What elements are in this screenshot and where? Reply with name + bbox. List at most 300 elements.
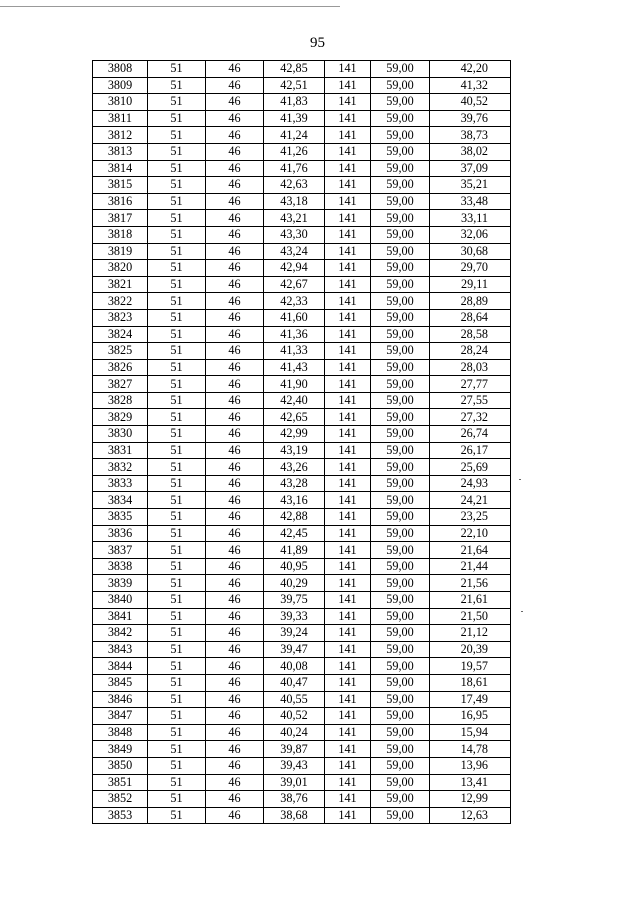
cell-col-b: 51 [148, 791, 206, 808]
cell-col-e: 141 [325, 376, 371, 393]
cell-col-e: 141 [325, 276, 371, 293]
cell-col-c: 46 [206, 409, 264, 426]
table-row [93, 293, 511, 310]
cell-col-b: 51 [148, 658, 206, 675]
cell-col-c: 46 [206, 658, 264, 675]
table-row [93, 94, 511, 111]
cell-col-d: 40,29 [264, 575, 325, 592]
cell-id: 3831 [93, 442, 148, 459]
cell-col-e: 141 [325, 674, 371, 691]
cell-id: 3809 [93, 77, 148, 94]
cell-col-c: 46 [206, 392, 264, 409]
cell-col-e: 141 [325, 193, 371, 210]
cell-col-c: 46 [206, 741, 264, 758]
cell-id: 3815 [93, 177, 148, 194]
cell-col-b: 51 [148, 592, 206, 609]
page-number: 95 [310, 35, 325, 51]
cell-col-e: 141 [325, 177, 371, 194]
cell-col-d: 41,76 [264, 160, 325, 177]
cell-col-d: 41,39 [264, 110, 325, 127]
cell-col-d: 42,85 [264, 61, 325, 78]
cell-col-e: 141 [325, 143, 371, 160]
cell-col-f: 59,00 [371, 94, 430, 111]
cell-col-g: 29,70 [430, 260, 511, 277]
cell-col-c: 46 [206, 177, 264, 194]
cell-col-f: 59,00 [371, 542, 430, 559]
table-row [93, 276, 511, 293]
cell-col-d: 42,88 [264, 509, 325, 526]
cell-id: 3851 [93, 774, 148, 791]
cell-col-e: 141 [325, 708, 371, 725]
cell-col-f: 59,00 [371, 293, 430, 310]
cell-col-f: 59,00 [371, 674, 430, 691]
cell-col-f: 59,00 [371, 757, 430, 774]
cell-col-d: 42,94 [264, 260, 325, 277]
cell-col-g: 30,68 [430, 243, 511, 260]
cell-col-d: 43,19 [264, 442, 325, 459]
cell-id: 3835 [93, 509, 148, 526]
cell-col-f: 59,00 [371, 243, 430, 260]
cell-col-e: 141 [325, 77, 371, 94]
cell-col-d: 43,16 [264, 492, 325, 509]
cell-col-g: 13,96 [430, 757, 511, 774]
cell-col-g: 26,17 [430, 442, 511, 459]
cell-col-c: 46 [206, 674, 264, 691]
cell-col-c: 46 [206, 757, 264, 774]
cell-col-b: 51 [148, 293, 206, 310]
cell-col-g: 27,55 [430, 392, 511, 409]
cell-id: 3819 [93, 243, 148, 260]
cell-col-e: 141 [325, 741, 371, 758]
table-row [93, 77, 511, 94]
cell-col-d: 42,99 [264, 426, 325, 443]
cell-id: 3811 [93, 110, 148, 127]
cell-col-g: 17,49 [430, 691, 511, 708]
table-row [93, 459, 511, 476]
cell-col-f: 59,00 [371, 741, 430, 758]
cell-col-b: 51 [148, 575, 206, 592]
cell-id: 3824 [93, 326, 148, 343]
cell-col-b: 51 [148, 409, 206, 426]
cell-col-f: 59,00 [371, 492, 430, 509]
cell-id: 3810 [93, 94, 148, 111]
cell-col-e: 141 [325, 724, 371, 741]
cell-col-b: 51 [148, 61, 206, 78]
cell-col-f: 59,00 [371, 724, 430, 741]
cell-col-c: 46 [206, 791, 264, 808]
cell-col-b: 51 [148, 558, 206, 575]
cell-col-b: 51 [148, 625, 206, 642]
scan-top-rule [0, 6, 340, 7]
cell-col-g: 24,21 [430, 492, 511, 509]
cell-id: 3837 [93, 542, 148, 559]
cell-col-c: 46 [206, 77, 264, 94]
cell-col-g: 20,39 [430, 641, 511, 658]
cell-col-f: 59,00 [371, 442, 430, 459]
cell-col-g: 28,03 [430, 359, 511, 376]
cell-col-b: 51 [148, 276, 206, 293]
cell-id: 3812 [93, 127, 148, 144]
cell-col-f: 59,00 [371, 343, 430, 360]
cell-col-b: 51 [148, 509, 206, 526]
cell-col-f: 59,00 [371, 143, 430, 160]
cell-col-d: 41,33 [264, 343, 325, 360]
cell-col-d: 40,55 [264, 691, 325, 708]
table-row [93, 309, 511, 326]
cell-col-g: 12,63 [430, 807, 511, 824]
cell-col-g: 21,44 [430, 558, 511, 575]
cell-col-c: 46 [206, 475, 264, 492]
cell-id: 3808 [93, 61, 148, 78]
cell-col-e: 141 [325, 160, 371, 177]
table-row [93, 641, 511, 658]
cell-col-f: 59,00 [371, 160, 430, 177]
table-row [93, 807, 511, 824]
cell-col-g: 38,73 [430, 127, 511, 144]
cell-col-e: 141 [325, 757, 371, 774]
cell-col-b: 51 [148, 177, 206, 194]
cell-col-c: 46 [206, 127, 264, 144]
table-row [93, 542, 511, 559]
cell-id: 3853 [93, 807, 148, 824]
cell-col-b: 51 [148, 77, 206, 94]
cell-col-g: 33,11 [430, 210, 511, 227]
cell-col-d: 43,30 [264, 226, 325, 243]
cell-col-b: 51 [148, 160, 206, 177]
cell-col-d: 42,40 [264, 392, 325, 409]
cell-col-g: 28,64 [430, 309, 511, 326]
cell-col-b: 51 [148, 774, 206, 791]
cell-col-e: 141 [325, 442, 371, 459]
cell-col-c: 46 [206, 309, 264, 326]
table-row [93, 61, 511, 78]
cell-col-d: 41,36 [264, 326, 325, 343]
cell-col-g: 12,99 [430, 791, 511, 808]
table-row [93, 193, 511, 210]
data-table [92, 60, 511, 824]
cell-col-c: 46 [206, 807, 264, 824]
table-row [93, 442, 511, 459]
cell-col-g: 41,32 [430, 77, 511, 94]
cell-id: 3828 [93, 392, 148, 409]
cell-col-e: 141 [325, 293, 371, 310]
cell-col-e: 141 [325, 94, 371, 111]
table-row [93, 426, 511, 443]
cell-col-f: 59,00 [371, 641, 430, 658]
cell-col-f: 59,00 [371, 409, 430, 426]
cell-col-b: 51 [148, 392, 206, 409]
cell-col-f: 59,00 [371, 774, 430, 791]
table-row [93, 359, 511, 376]
cell-col-e: 141 [325, 260, 371, 277]
cell-col-g: 26,74 [430, 426, 511, 443]
cell-col-e: 141 [325, 459, 371, 476]
cell-col-c: 46 [206, 774, 264, 791]
cell-col-e: 141 [325, 525, 371, 542]
cell-col-c: 46 [206, 326, 264, 343]
cell-col-b: 51 [148, 492, 206, 509]
cell-col-b: 51 [148, 426, 206, 443]
cell-col-c: 46 [206, 708, 264, 725]
cell-col-d: 42,63 [264, 177, 325, 194]
cell-col-g: 37,09 [430, 160, 511, 177]
cell-col-e: 141 [325, 343, 371, 360]
table-row [93, 127, 511, 144]
cell-col-b: 51 [148, 343, 206, 360]
cell-col-g: 33,48 [430, 193, 511, 210]
cell-id: 3836 [93, 525, 148, 542]
table-row [93, 160, 511, 177]
table-row [93, 260, 511, 277]
cell-id: 3818 [93, 226, 148, 243]
cell-col-e: 141 [325, 641, 371, 658]
cell-col-e: 141 [325, 426, 371, 443]
cell-col-c: 46 [206, 625, 264, 642]
cell-col-b: 51 [148, 326, 206, 343]
cell-col-c: 46 [206, 110, 264, 127]
cell-col-d: 41,90 [264, 376, 325, 393]
cell-col-d: 39,01 [264, 774, 325, 791]
cell-col-b: 51 [148, 459, 206, 476]
table-row [93, 741, 511, 758]
cell-col-e: 141 [325, 326, 371, 343]
cell-col-d: 40,08 [264, 658, 325, 675]
table-row [93, 210, 511, 227]
table-row [93, 691, 511, 708]
cell-id: 3826 [93, 359, 148, 376]
table-row [93, 525, 511, 542]
cell-col-g: 13,41 [430, 774, 511, 791]
cell-col-c: 46 [206, 724, 264, 741]
cell-col-c: 46 [206, 226, 264, 243]
cell-id: 3846 [93, 691, 148, 708]
cell-col-f: 59,00 [371, 210, 430, 227]
table-row [93, 177, 511, 194]
cell-col-f: 59,00 [371, 625, 430, 642]
cell-col-b: 51 [148, 210, 206, 227]
cell-col-e: 141 [325, 575, 371, 592]
cell-col-d: 39,75 [264, 592, 325, 609]
cell-col-g: 16,95 [430, 708, 511, 725]
cell-col-f: 59,00 [371, 459, 430, 476]
table-row [93, 674, 511, 691]
cell-col-g: 32,06 [430, 226, 511, 243]
table-row [93, 658, 511, 675]
table-row [93, 376, 511, 393]
cell-col-d: 38,76 [264, 791, 325, 808]
cell-col-d: 42,51 [264, 77, 325, 94]
cell-col-g: 22,10 [430, 525, 511, 542]
cell-col-b: 51 [148, 708, 206, 725]
cell-col-f: 59,00 [371, 260, 430, 277]
cell-id: 3823 [93, 309, 148, 326]
cell-col-f: 59,00 [371, 326, 430, 343]
cell-col-f: 59,00 [371, 708, 430, 725]
cell-id: 3830 [93, 426, 148, 443]
cell-col-e: 141 [325, 608, 371, 625]
cell-col-e: 141 [325, 409, 371, 426]
cell-col-f: 59,00 [371, 309, 430, 326]
cell-col-g: 27,77 [430, 376, 511, 393]
table-row [93, 475, 511, 492]
cell-id: 3834 [93, 492, 148, 509]
cell-col-d: 41,60 [264, 309, 325, 326]
cell-col-e: 141 [325, 475, 371, 492]
cell-col-e: 141 [325, 210, 371, 227]
cell-col-c: 46 [206, 94, 264, 111]
cell-col-e: 141 [325, 226, 371, 243]
table-row [93, 625, 511, 642]
cell-id: 3841 [93, 608, 148, 625]
table-row [93, 791, 511, 808]
cell-col-d: 40,95 [264, 558, 325, 575]
cell-col-d: 41,83 [264, 94, 325, 111]
cell-col-d: 39,33 [264, 608, 325, 625]
cell-id: 3843 [93, 641, 148, 658]
cell-id: 3825 [93, 343, 148, 360]
cell-col-c: 46 [206, 426, 264, 443]
cell-col-b: 51 [148, 193, 206, 210]
cell-id: 3813 [93, 143, 148, 160]
cell-col-g: 21,56 [430, 575, 511, 592]
cell-col-f: 59,00 [371, 426, 430, 443]
table-row [93, 575, 511, 592]
table-row [93, 226, 511, 243]
cell-col-b: 51 [148, 741, 206, 758]
cell-col-d: 39,87 [264, 741, 325, 758]
cell-col-b: 51 [148, 127, 206, 144]
cell-col-f: 59,00 [371, 592, 430, 609]
cell-col-e: 141 [325, 791, 371, 808]
cell-id: 3816 [93, 193, 148, 210]
cell-col-c: 46 [206, 691, 264, 708]
cell-id: 3848 [93, 724, 148, 741]
cell-col-c: 46 [206, 542, 264, 559]
table-row [93, 708, 511, 725]
cell-col-f: 59,00 [371, 525, 430, 542]
cell-col-d: 42,45 [264, 525, 325, 542]
cell-col-g: 21,50 [430, 608, 511, 625]
cell-col-b: 51 [148, 226, 206, 243]
cell-col-c: 46 [206, 61, 264, 78]
cell-id: 3821 [93, 276, 148, 293]
cell-col-e: 141 [325, 509, 371, 526]
table-row [93, 774, 511, 791]
cell-id: 3833 [93, 475, 148, 492]
table-row [93, 757, 511, 774]
cell-col-c: 46 [206, 276, 264, 293]
cell-col-b: 51 [148, 309, 206, 326]
cell-id: 3838 [93, 558, 148, 575]
cell-col-f: 59,00 [371, 807, 430, 824]
cell-col-f: 59,00 [371, 509, 430, 526]
cell-col-f: 59,00 [371, 226, 430, 243]
cell-col-f: 59,00 [371, 691, 430, 708]
cell-col-e: 141 [325, 309, 371, 326]
cell-col-b: 51 [148, 641, 206, 658]
cell-col-e: 141 [325, 542, 371, 559]
cell-col-g: 23,25 [430, 509, 511, 526]
cell-col-g: 38,02 [430, 143, 511, 160]
cell-col-e: 141 [325, 592, 371, 609]
cell-col-f: 59,00 [371, 127, 430, 144]
cell-col-c: 46 [206, 343, 264, 360]
cell-id: 3840 [93, 592, 148, 609]
cell-col-c: 46 [206, 293, 264, 310]
cell-col-e: 141 [325, 61, 371, 78]
cell-col-f: 59,00 [371, 575, 430, 592]
cell-col-g: 35,21 [430, 177, 511, 194]
cell-col-b: 51 [148, 807, 206, 824]
cell-col-d: 43,26 [264, 459, 325, 476]
table-row [93, 509, 511, 526]
cell-col-f: 59,00 [371, 61, 430, 78]
cell-col-d: 40,24 [264, 724, 325, 741]
cell-col-c: 46 [206, 509, 264, 526]
cell-id: 3820 [93, 260, 148, 277]
cell-col-b: 51 [148, 724, 206, 741]
scan-speck [521, 611, 523, 612]
cell-col-f: 59,00 [371, 392, 430, 409]
cell-col-c: 46 [206, 492, 264, 509]
cell-col-e: 141 [325, 243, 371, 260]
cell-col-d: 39,43 [264, 757, 325, 774]
table-row [93, 492, 511, 509]
cell-id: 3852 [93, 791, 148, 808]
cell-col-b: 51 [148, 542, 206, 559]
table-row [93, 110, 511, 127]
cell-col-g: 29,11 [430, 276, 511, 293]
table-row [93, 143, 511, 160]
cell-col-b: 51 [148, 110, 206, 127]
table-row [93, 243, 511, 260]
cell-id: 3827 [93, 376, 148, 393]
cell-col-e: 141 [325, 807, 371, 824]
cell-col-d: 42,33 [264, 293, 325, 310]
cell-col-f: 59,00 [371, 193, 430, 210]
cell-col-g: 15,94 [430, 724, 511, 741]
cell-col-b: 51 [148, 757, 206, 774]
cell-col-d: 41,24 [264, 127, 325, 144]
cell-col-b: 51 [148, 608, 206, 625]
cell-col-b: 51 [148, 442, 206, 459]
cell-col-d: 41,89 [264, 542, 325, 559]
cell-col-g: 19,57 [430, 658, 511, 675]
cell-col-d: 40,52 [264, 708, 325, 725]
cell-col-b: 51 [148, 243, 206, 260]
cell-col-g: 25,69 [430, 459, 511, 476]
table-body [93, 61, 511, 824]
cell-col-f: 59,00 [371, 376, 430, 393]
cell-col-e: 141 [325, 558, 371, 575]
cell-id: 3849 [93, 741, 148, 758]
cell-col-f: 59,00 [371, 608, 430, 625]
cell-col-f: 59,00 [371, 177, 430, 194]
cell-col-c: 46 [206, 459, 264, 476]
table-row [93, 592, 511, 609]
table-row [93, 558, 511, 575]
cell-id: 3850 [93, 757, 148, 774]
cell-col-c: 46 [206, 243, 264, 260]
cell-id: 3814 [93, 160, 148, 177]
table-row [93, 392, 511, 409]
cell-col-d: 43,21 [264, 210, 325, 227]
cell-col-b: 51 [148, 691, 206, 708]
cell-col-c: 46 [206, 359, 264, 376]
cell-col-d: 39,47 [264, 641, 325, 658]
cell-col-f: 59,00 [371, 110, 430, 127]
cell-col-f: 59,00 [371, 475, 430, 492]
